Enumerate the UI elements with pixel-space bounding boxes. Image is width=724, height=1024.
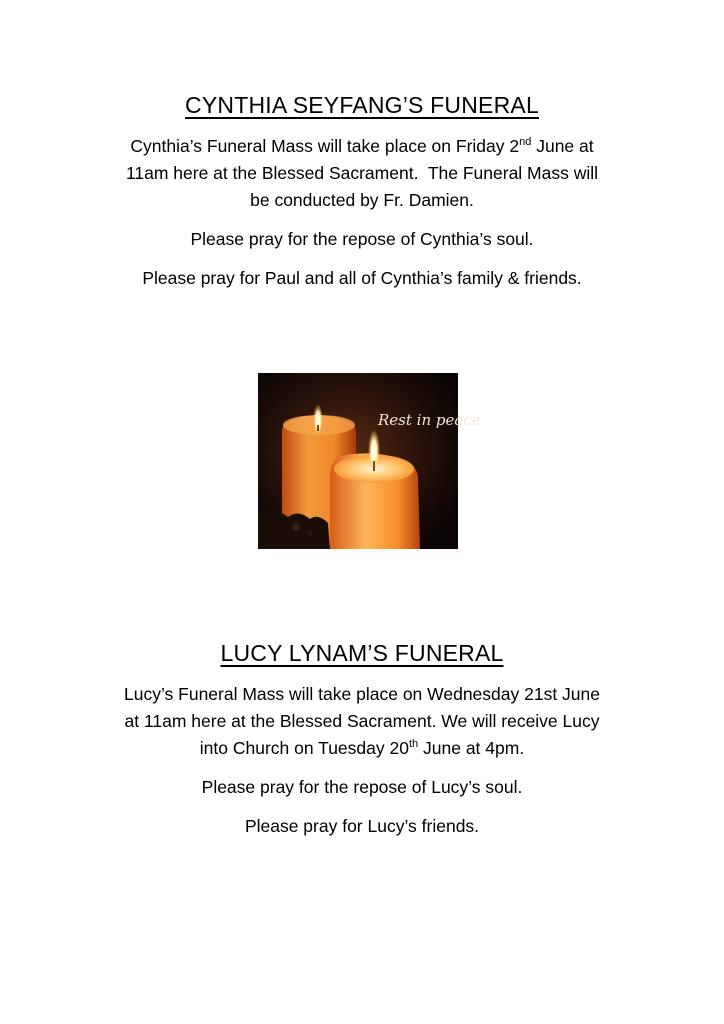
candle-illustration bbox=[258, 373, 481, 549]
details-line-3: be conducted by Fr. Damien. bbox=[250, 190, 474, 210]
lucy-funeral-notice bbox=[0, 640, 724, 852]
details-line-2: 11am here at the Blessed Sacrament. The Funeral Mass will bbox=[125, 163, 599, 183]
rest-in-peace-caption: Rest in peace bbox=[378, 411, 481, 429]
rest-in-peace-candle-image bbox=[258, 373, 481, 549]
details-line-1: Cynthia’s Funeral Mass will take place on Friday 2nd June at bbox=[130, 136, 594, 156]
cynthia-funeral-notice bbox=[0, 92, 724, 304]
details-line-2: at 11am here at the Blessed Sacrament. We will receive Lucy bbox=[124, 711, 600, 731]
lucy-prayer-friends: Please pray for Lucy’s friends. bbox=[244, 816, 480, 836]
details-line-1: Lucy’s Funeral Mass will take place on Wednesday 21st June bbox=[124, 684, 600, 704]
cynthia-funeral-heading: CYNTHIA SEYFANG’S FUNERAL bbox=[185, 92, 539, 118]
lucy-prayer-soul: Please pray for the repose of Lucy’s soul. bbox=[201, 777, 523, 797]
cynthia-funeral-details bbox=[82, 133, 642, 214]
lucy-funeral-details bbox=[82, 681, 642, 762]
cynthia-prayer-soul: Please pray for the repose of Cynthia’s soul. bbox=[190, 229, 534, 249]
cynthia-prayer-family: Please pray for Paul and all of Cynthia’s family & friends. bbox=[142, 268, 582, 288]
details-line-3: into Church on Tuesday 20th June at 4pm. bbox=[199, 738, 525, 758]
lucy-funeral-heading: LUCY LYNAM’S FUNERAL bbox=[220, 640, 504, 666]
